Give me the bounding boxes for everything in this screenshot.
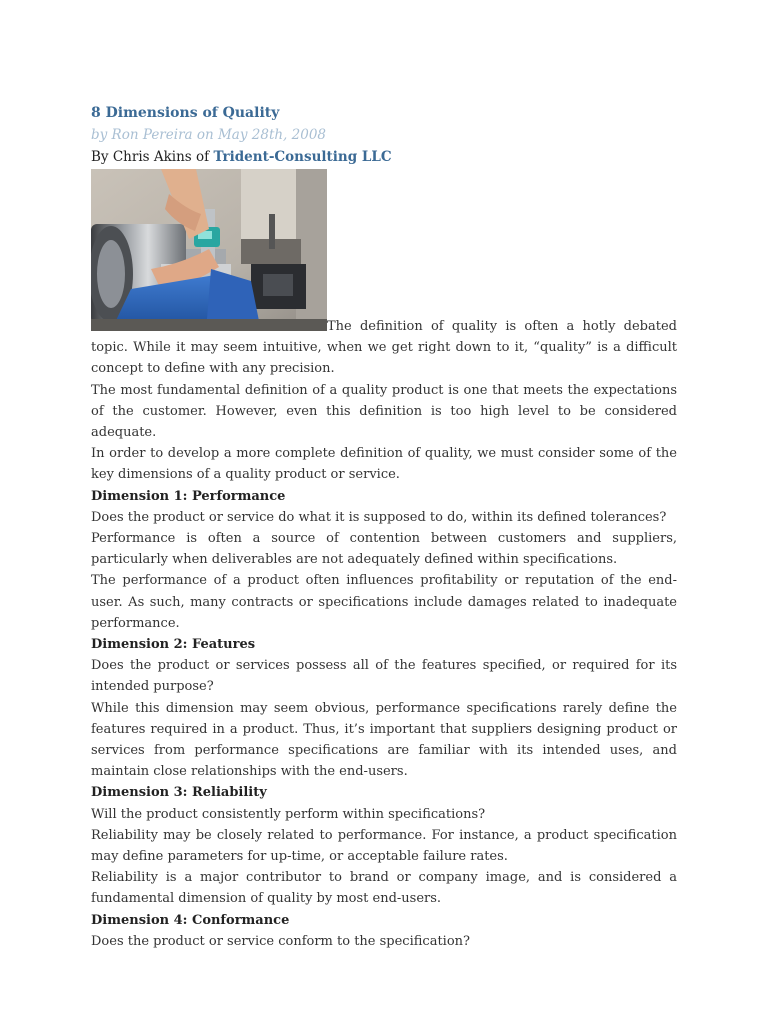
intro-paragraph-3: In order to develop a more complete definition of quality, we must consider some of the key dimensions of a quality product or service. (91, 446, 677, 483)
dimension-paragraph: While this dimension may seem obvious, performance specifications rarely define the features required in a product. Thus, it’s important that suppliers designing product or services from performance specifications are familiar with its intended uses, and maintain close relationships with the end-users. (91, 700, 677, 780)
dimension-paragraph: Will the product consistently perform within specifications? (91, 806, 486, 822)
author-prefix: By Chris Akins of (91, 149, 214, 165)
dimension-heading: Dimension 4: Conformance (91, 912, 290, 928)
dimension-paragraph: Reliability is a major contributor to brand or company image, and is considered a fundamental dimension of quality by most end-users. (91, 870, 677, 907)
dimension-paragraph: Does the product or services possess all of the features specified, or required for its intended purpose? (91, 658, 677, 695)
intro-paragraph-1: The definition of quality is often a hotly debated topic. While it may seem intuitive, when we get right down to it, “quality” is a difficult concept to define with any precision. (91, 319, 677, 377)
article (91, 102, 677, 952)
dimension-paragraph: Performance is often a source of contention between customers and suppliers, particularly when deliverables are not adequately defined within specifications. (91, 531, 677, 568)
article-title: 8 Dimensions of Quality (91, 105, 280, 121)
dimension-paragraph: The performance of a product often influences profitability or reputation of the end-user. As such, many contracts or specifications include damages related to inadequate performance. (91, 573, 677, 631)
dimension-paragraph: Reliability may be closely related to performance. For instance, a product specification may define parameters for up-time, or acceptable failure rates. (91, 827, 677, 865)
dimension-heading: Dimension 2: Features (91, 637, 256, 653)
dimension-heading: Dimension 3: Reliability (91, 785, 267, 801)
dimension-1-section (91, 486, 677, 634)
dimension-paragraph: Does the product or service do what it is supposed to do, within its defined tolerances? (91, 509, 667, 525)
intro-paragraph-2: The most fundamental definition of a quality product is one that meets the expectations of the customer. However, even this definition is too high level to be considered adequate. (91, 382, 677, 441)
dimension-heading: Dimension 1: Performance (91, 488, 286, 504)
author-line (91, 146, 677, 168)
dimension-3-section (91, 782, 677, 909)
author-company-link[interactable]: Trident-Consulting LLC (213, 149, 392, 165)
dimension-4-section (91, 910, 677, 952)
dimension-paragraph: Does the product or service conform to the specification? (91, 933, 470, 949)
dimension-2-section (91, 634, 677, 782)
article-byline: by Ron Pereira on May 28th, 2008 (91, 127, 326, 143)
article-photo (91, 169, 327, 331)
caliper-measurement-photo (91, 169, 327, 331)
